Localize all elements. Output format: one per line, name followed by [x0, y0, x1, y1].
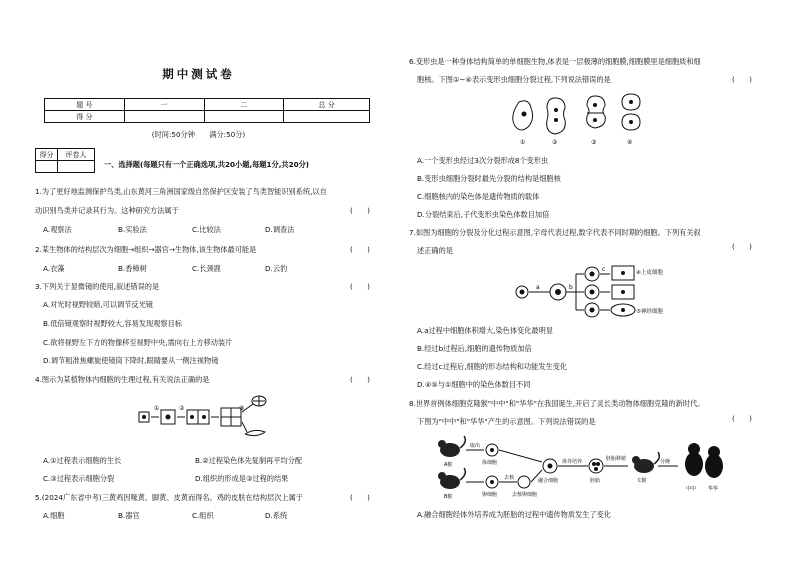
- q6-text-line2: 胞核。下图①~④表示变形虫细胞分裂过程,下列说法错误的是: [417, 75, 611, 84]
- q7-text-line1: 7.如图为细胞的分裂及分化过程示意图,字母代表过程,数字代表不同时期的细胞。下列有关叙: [409, 228, 701, 237]
- q7-text-line2: 述正确的是: [417, 246, 453, 255]
- time-info: (时间:50分钟 满分:50分): [151, 130, 246, 139]
- q6-option-b[interactable]: B.变形虫细胞分裂时最先分裂的结构是细胞核: [417, 174, 561, 183]
- q1-option-d[interactable]: D.调查法: [265, 225, 295, 234]
- q1-text-line2: 动识别鸟类并记录其行为。这种研究方法属于: [35, 206, 179, 215]
- q7-label-c: c: [602, 266, 606, 273]
- q1-text-line1: 1.为了更好地监测保护鸟类,山东黄河三角洲国家级自然保护区安装了鸟类智能识别系统,以自: [35, 187, 327, 196]
- q8-text-line2: 下图为"中中"和"华华"产生的示意图。下列说法错误的是: [417, 417, 596, 426]
- q7-cell-nerve: ⑤神经细胞: [636, 309, 663, 315]
- q5-option-d[interactable]: D.系统: [265, 511, 288, 520]
- score-cell[interactable]: [284, 111, 370, 123]
- q8-label-enucleate: 去核: [504, 475, 515, 481]
- q6-label-3: ③: [591, 139, 597, 146]
- q1-option-c[interactable]: C.比较法: [192, 225, 221, 234]
- score-header-total: 总 分: [284, 99, 370, 111]
- q8-label-culture: 体外培养: [562, 459, 583, 465]
- score-header-one: 一: [124, 99, 204, 111]
- q7-label-b: b: [569, 284, 573, 291]
- grader-score-label: 得分: [36, 149, 58, 161]
- q6-answer-paren[interactable]: ( ): [732, 75, 752, 84]
- right-page: [397, 0, 794, 561]
- q6-option-a[interactable]: A.一个变形虫经过3次分裂形成8个变形虫: [417, 156, 549, 165]
- q8-cloning-figure: [432, 432, 732, 504]
- q8-option-a[interactable]: A.融合细胞经体外培养成为胚胎的过程中遗传物质发生了变化: [417, 510, 611, 519]
- q8-label-embryo: 胚胎: [590, 478, 601, 484]
- q6-label-4: ④: [627, 139, 633, 146]
- q2-text: 2.某生物体的结构层次为细胞→组织→器官→生物体,该生物体最可能是: [35, 245, 257, 254]
- q5-option-a[interactable]: A.细胞: [43, 511, 65, 520]
- q7-cell-epithelial: ④上皮细胞: [636, 270, 663, 276]
- q4-option-b[interactable]: B.②过程染色体先复制再平均分配: [195, 456, 303, 465]
- q7-answer-paren[interactable]: ( ): [732, 242, 752, 251]
- q6-label-1: ①: [520, 139, 526, 146]
- q8-label-body-cell: 体细胞: [482, 460, 498, 466]
- grader-cell[interactable]: [36, 161, 58, 173]
- q8-label-egg: 卵细胞: [482, 492, 498, 498]
- q2-option-a[interactable]: A.衣藻: [43, 264, 65, 273]
- q7-label-a: a: [536, 284, 540, 291]
- score-header-number: 题 号: [45, 99, 125, 111]
- q6-label-2: ②: [552, 139, 558, 146]
- q8-label-enucleated-egg: 去核卵细胞: [512, 492, 538, 498]
- q8-answer-paren[interactable]: ( ): [732, 414, 752, 423]
- q1-option-a[interactable]: A.观察法: [43, 225, 72, 234]
- q2-option-b[interactable]: B.香樟树: [118, 264, 147, 273]
- q8-label-huahua: 华华: [708, 486, 719, 492]
- score-table: [44, 98, 370, 123]
- q5-answer-paren[interactable]: ( ): [350, 493, 370, 502]
- grader-box: [35, 148, 95, 173]
- q7-option-d[interactable]: D.④⑤与①细胞中的染色体数目不同: [417, 380, 531, 389]
- score-cell[interactable]: [124, 111, 204, 123]
- q3-option-b[interactable]: B.低倍镜观察时视野较大,容易发现观察目标: [43, 319, 182, 328]
- q1-option-b[interactable]: B.实验法: [118, 225, 147, 234]
- q6-amoeba-division-figure: [507, 92, 667, 147]
- q4-option-d[interactable]: D.组织的形成是③过程的结果: [195, 474, 289, 483]
- exam-title: 期中测试卷: [162, 67, 235, 81]
- q8-label-monkey-c: C猴: [638, 478, 647, 484]
- q8-label-birth: 分娩: [660, 459, 671, 465]
- q8-label-zhongzhong: 中中: [686, 486, 697, 492]
- q4-answer-paren[interactable]: ( ): [350, 375, 370, 384]
- q4-option-a[interactable]: A.①过程表示细胞的生长: [43, 456, 122, 465]
- q3-text: 3.下列关于显微镜的使用,叙述错误的是: [35, 282, 160, 291]
- q7-option-a[interactable]: A.a过程中细胞体积增大,染色体变化最明显: [417, 326, 553, 335]
- q2-option-d[interactable]: D.云豹: [265, 264, 288, 273]
- q2-answer-paren[interactable]: ( ): [350, 245, 370, 254]
- q6-option-d[interactable]: D.分裂结束后,子代变形虫染色体数目加倍: [417, 210, 550, 219]
- q6-text-line1: 6.变形虫是一种身体结构简单的单细胞生物,体表是一层极薄的细胞膜,细胞膜里是细胞质和细: [409, 57, 701, 66]
- q4-option-c[interactable]: C.③过程表示细胞分裂: [43, 474, 115, 483]
- grader-name-label: 评卷人: [58, 149, 95, 161]
- q3-option-a[interactable]: A.对光时视野较暗,可以调节反光镜: [43, 300, 153, 309]
- q3-option-d[interactable]: D.调节粗准焦螺旋使镜筒下降时,眼睛要从一侧注视物镜: [43, 356, 219, 365]
- q3-answer-paren[interactable]: ( ): [350, 282, 370, 291]
- grader-cell[interactable]: [58, 161, 95, 173]
- score-row-label: 得 分: [45, 111, 125, 123]
- q5-text: 5.(2024广东省中考)三黄鸡因喙黄、脚黄、皮黄而得名。鸡的皮肤在结构层次上属于: [35, 493, 303, 502]
- q4-cell-process-figure: [135, 392, 275, 442]
- q7-option-b[interactable]: B.经过b过程后,细胞的遗传物质加倍: [417, 344, 532, 353]
- q8-text-line1: 8.世界首例体细胞克隆猴"中中"和"华华"在我国诞生,开启了灵长类动物体细胞克隆的新时代。: [409, 399, 705, 408]
- q6-option-c[interactable]: C.细胞核内的染色体是遗传物质的载体: [417, 192, 540, 201]
- q4-label-3: ③: [239, 405, 245, 412]
- q8-label-monkey-b: B猴: [444, 494, 453, 500]
- q5-option-c[interactable]: C.组织: [192, 511, 214, 520]
- q8-label-take-out: 取出: [470, 443, 481, 449]
- score-header-two: 二: [204, 99, 284, 111]
- q1-answer-paren[interactable]: ( ): [350, 206, 370, 215]
- q5-option-b[interactable]: B.器官: [118, 511, 140, 520]
- q3-option-c[interactable]: C.欲将视野左下方的物像移至视野中央,需向右上方移动装片: [43, 338, 233, 347]
- q8-label-fused-cell: 融合细胞: [538, 478, 559, 484]
- q8-label-monkey-a: A猴: [444, 462, 453, 468]
- q8-label-transfer: 胚胎移植: [606, 456, 627, 462]
- q7-option-c[interactable]: C.经过c过程后,细胞的形态结构和功能发生变化: [417, 362, 568, 371]
- q4-label-2: ②: [179, 405, 185, 412]
- score-cell[interactable]: [204, 111, 284, 123]
- q4-label-1: ①: [154, 405, 160, 412]
- section-heading: 一、选择题(每题只有一个正确选项,共20小题,每题1分,共20分): [104, 160, 310, 169]
- q2-option-c[interactable]: C.长颈鹿: [192, 264, 221, 273]
- q7-cell-differentiation-figure: [512, 260, 702, 320]
- q4-text: 4.图示为某植物体内细胞的生理过程,有关说法正确的是: [35, 375, 210, 384]
